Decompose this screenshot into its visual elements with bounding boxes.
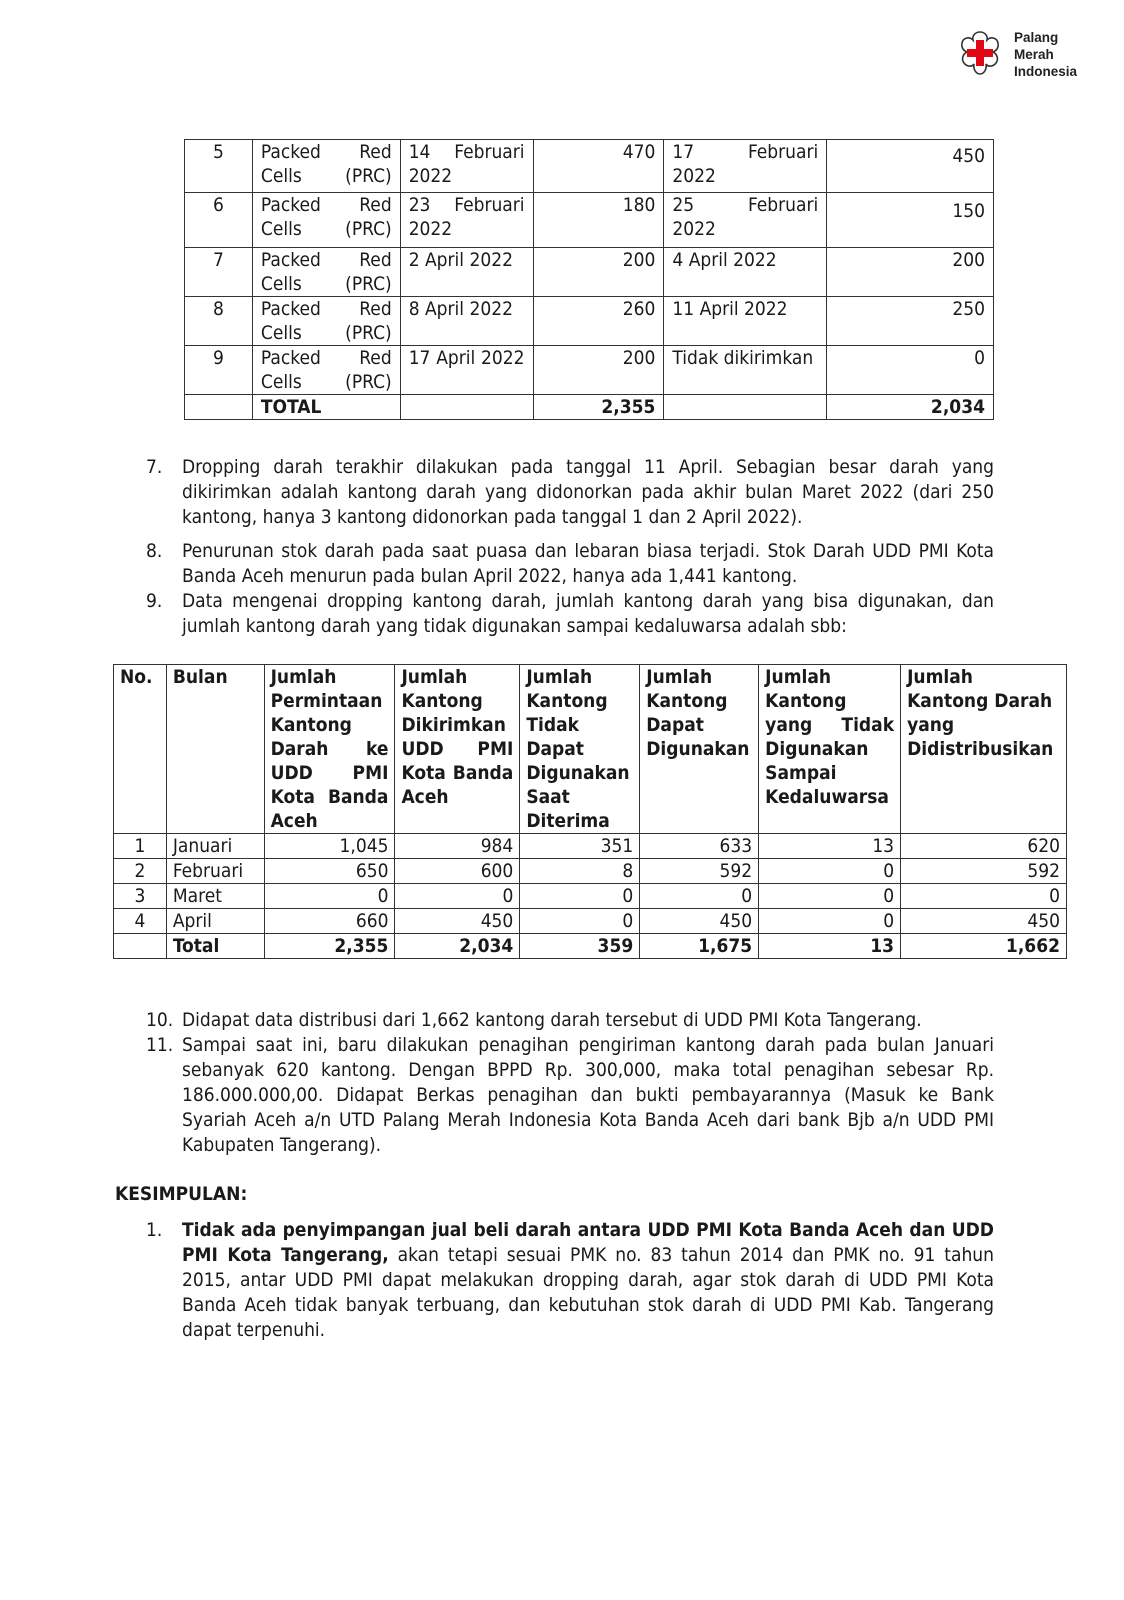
cell-dapat: 450 (640, 909, 759, 934)
cell-product: Packed Red Cells (PRC) (252, 193, 400, 248)
list-item-8 (146, 539, 994, 589)
cell-bulan: April (166, 909, 264, 934)
cell-dikirimkan: 984 (395, 834, 520, 859)
cell-sent: 150 (827, 193, 994, 248)
cell-tidak-dapat: 0 (520, 884, 640, 909)
logo-text (1014, 29, 1077, 80)
cell-dapat: 0 (640, 884, 759, 909)
cell-product: Packed Red Cells (PRC) (252, 346, 400, 395)
header-didistribusikan: Jumlah Kantong Darah yang Didistribusikan (901, 665, 1067, 834)
cell-request-date: 23 Februari 2022 (400, 193, 533, 248)
header-permintaan: Jumlah Permintaan Kantong Darah ke UDD PMI Kota Banda Aceh (264, 665, 395, 834)
cell-request-date: 17 April 2022 (400, 346, 533, 395)
list-number: 10. (146, 1009, 174, 1031)
list-item-9 (146, 589, 994, 639)
list-number: 7. (146, 456, 163, 478)
cell-permintaan: 1,045 (264, 834, 395, 859)
logo-line: Indonesia (1014, 63, 1078, 79)
conclusion-bold-text: Tidak ada penyimpangan jual beli darah antara UDD PMI Kota Banda Aceh dan UDD PMI Kota Tangerang, (182, 1219, 994, 1266)
cell-kedaluwarsa: 13 (759, 834, 901, 859)
cell-sent: 250 (827, 297, 994, 346)
cell-permintaan: 0 (264, 884, 395, 909)
cell-total-didistribusikan: 1,662 (901, 934, 1067, 959)
pmi-logo (952, 26, 1077, 82)
cell-requested: 200 (533, 346, 664, 395)
cell-bulan: Januari (166, 834, 264, 859)
cell-total-label: TOTAL (252, 395, 400, 420)
cell-no: 5 (185, 140, 253, 193)
cell-empty (114, 934, 167, 959)
table-row (185, 248, 994, 297)
cell-kedaluwarsa: 0 (759, 859, 901, 884)
cell-kedaluwarsa: 0 (759, 884, 901, 909)
list-number: 1. (146, 1219, 163, 1241)
cell-bulan: Maret (166, 884, 264, 909)
cell-sent: 450 (827, 140, 994, 193)
conclusion-text: akan tetapi sesuai PMK no. 83 tahun 2014 dan PMK no. 91 tahun 2015, antar UDD PMI dapat melakukan dropping darah, agar stok darah di UDD PMI Kota Banda Aceh tidak banyak terbuang, dan kebutuhan stok darah di UDD PMI Kab. Tangerang dapat terpenuhi. (182, 1244, 994, 1341)
table-row (114, 884, 1067, 909)
cell-requested: 200 (533, 248, 664, 297)
list-number: 9. (146, 590, 163, 612)
cell-no: 3 (114, 884, 167, 909)
cell-empty (400, 395, 533, 420)
table-row (185, 297, 994, 346)
cell-total-kedaluwarsa: 13 (759, 934, 901, 959)
cell-requested: 180 (533, 193, 664, 248)
cell-request-date: 2 April 2022 (400, 248, 533, 297)
cell-requested: 260 (533, 297, 664, 346)
table-row (185, 140, 994, 193)
list-item-11 (146, 1033, 994, 1158)
header-dikirimkan: Jumlah Kantong Dikirimkan UDD PMI Kota Banda Aceh (395, 665, 520, 834)
logo-line: Merah (1014, 46, 1054, 62)
cell-tidak-dapat: 351 (520, 834, 640, 859)
table-row (114, 909, 1067, 934)
cell-sent-date: Tidak dikirimkan (664, 346, 827, 395)
cell-total-permintaan: 2,355 (264, 934, 395, 959)
cell-total-dikirimkan: 2,034 (395, 934, 520, 959)
cell-sent-date: 11 April 2022 (664, 297, 827, 346)
list-number: 11. (146, 1034, 174, 1056)
cell-product: Packed Red Cells (PRC) (252, 297, 400, 346)
cell-no: 6 (185, 193, 253, 248)
cell-request-date: 8 April 2022 (400, 297, 533, 346)
header-bulan: Bulan (166, 665, 264, 834)
cell-permintaan: 650 (264, 859, 395, 884)
cell-kedaluwarsa: 0 (759, 909, 901, 934)
header-dapat-digunakan: Jumlah Kantong Dapat Digunakan (640, 665, 759, 834)
cell-sent-date: 4 April 2022 (664, 248, 827, 297)
cell-didistribusikan: 620 (901, 834, 1067, 859)
monthly-summary-table (113, 664, 1067, 959)
red-cross-flower-icon (952, 26, 1008, 82)
logo-line: Palang (1014, 29, 1059, 45)
cell-sent-date: 17 Februari 2022 (664, 140, 827, 193)
list-item-10 (146, 1008, 994, 1033)
cell-didistribusikan: 450 (901, 909, 1067, 934)
header-no: No. (114, 665, 167, 834)
list-number: 8. (146, 540, 163, 562)
table-row (114, 859, 1067, 884)
list-item-7 (146, 455, 994, 530)
cell-no: 4 (114, 909, 167, 934)
cell-sent: 200 (827, 248, 994, 297)
cell-didistribusikan: 0 (901, 884, 1067, 909)
list-text: Didapat data distribusi dari 1,662 kantong darah tersebut di UDD PMI Kota Tangerang. (182, 1009, 922, 1031)
conclusion-item-1 (146, 1218, 994, 1343)
cell-dikirimkan: 450 (395, 909, 520, 934)
table-row (185, 346, 994, 395)
cell-product: Packed Red Cells (PRC) (252, 248, 400, 297)
cell-dikirimkan: 0 (395, 884, 520, 909)
table-row (114, 834, 1067, 859)
table-row (185, 193, 994, 248)
table-header-row (114, 665, 1067, 834)
cell-total-sent: 2,034 (827, 395, 994, 420)
cell-no: 9 (185, 346, 253, 395)
dropping-table (184, 139, 994, 420)
cell-tidak-dapat: 0 (520, 909, 640, 934)
cell-total-requested: 2,355 (533, 395, 664, 420)
list-text: Sampai saat ini, baru dilakukan penagihan pengiriman kantong darah pada bulan Januari sebanyak 620 kantong. Dengan BPPD Rp. 300,000, maka total penagihan sebesar Rp. 186.000.000,00. Didapat Berkas penagihan dan bukti pembayarannya (Masuk ke Bank Syariah Aceh a/n UTD Palang Merah Indonesia Kota Banda Aceh dari bank Bjb a/n UDD PMI Kabupaten Tangerang). (182, 1034, 994, 1156)
cell-requested: 470 (533, 140, 664, 193)
cell-permintaan: 660 (264, 909, 395, 934)
cell-didistribusikan: 592 (901, 859, 1067, 884)
cell-product: Packed Red Cells (PRC) (252, 140, 400, 193)
cell-sent-date: 25 Februari 2022 (664, 193, 827, 248)
cell-bulan: Februari (166, 859, 264, 884)
header-tidak-dapat-digunakan: Jumlah Kantong Tidak Dapat Digunakan Saat Diterima (520, 665, 640, 834)
cell-request-date: 14 Februari 2022 (400, 140, 533, 193)
list-text: Penurunan stok darah pada saat puasa dan lebaran biasa terjadi. Stok Darah UDD PMI Kota Banda Aceh menurun pada bulan April 2022, hanya ada 1,441 kantong. (182, 540, 994, 587)
table-total-row (185, 395, 994, 420)
cell-no: 2 (114, 859, 167, 884)
cell-empty (185, 395, 253, 420)
cell-no: 1 (114, 834, 167, 859)
cell-empty (664, 395, 827, 420)
table-total-row (114, 934, 1067, 959)
cell-no: 8 (185, 297, 253, 346)
cell-tidak-dapat: 8 (520, 859, 640, 884)
cell-dapat: 633 (640, 834, 759, 859)
cell-sent: 0 (827, 346, 994, 395)
cell-total-tidak-dapat: 359 (520, 934, 640, 959)
cell-dikirimkan: 600 (395, 859, 520, 884)
cell-dapat: 592 (640, 859, 759, 884)
header-kedaluwarsa: Jumlah Kantong yang Tidak Digunakan Sampai Kedaluwarsa (759, 665, 901, 834)
cell-total-dapat: 1,675 (640, 934, 759, 959)
list-text: Data mengenai dropping kantong darah, jumlah kantong darah yang bisa digunakan, dan jumlah kantong darah yang tidak digunakan sampai kedaluwarsa adalah sbb: (182, 590, 994, 637)
cell-no: 7 (185, 248, 253, 297)
conclusion-heading: KESIMPULAN: (115, 1183, 248, 1205)
list-text: Dropping darah terakhir dilakukan pada tanggal 11 April. Sebagian besar darah yang dikirimkan adalah kantong darah yang didonorkan pada akhir bulan Maret 2022 (dari 250 kantong, hanya 3 kantong didonorkan pada tanggal 1 dan 2 April 2022). (182, 456, 994, 528)
cell-total-label: Total (166, 934, 264, 959)
